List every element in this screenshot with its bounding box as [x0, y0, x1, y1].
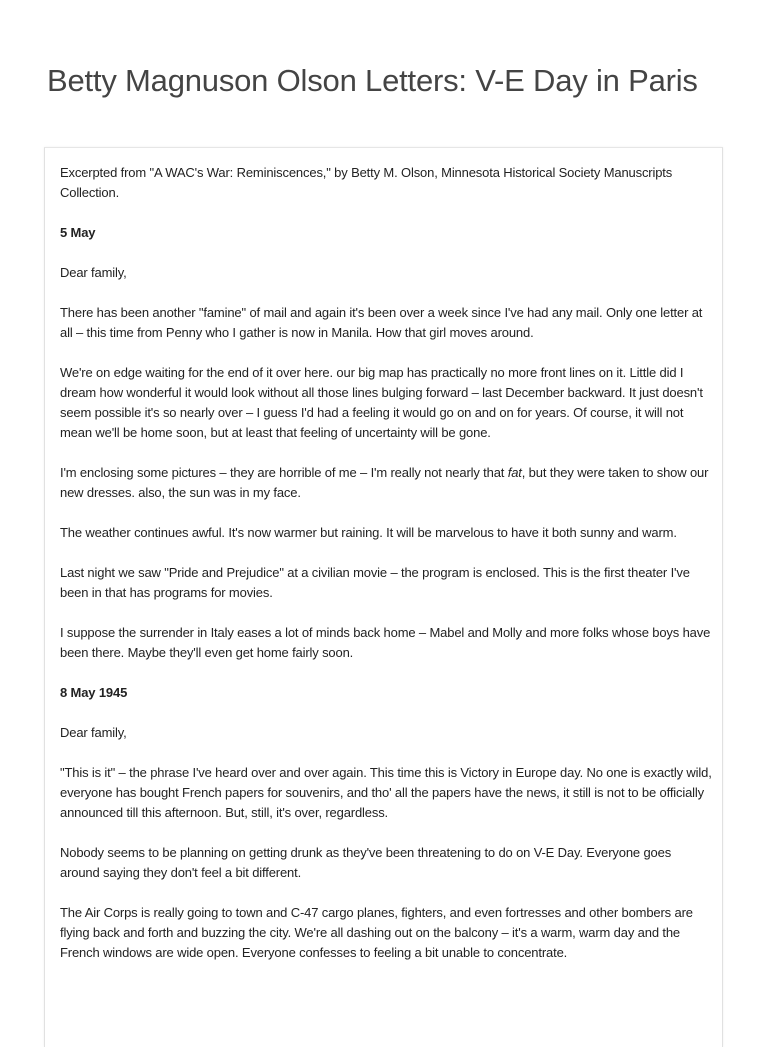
letter-paragraph: The Air Corps is really going to town and C-47 cargo planes, fighters, and even fortresses and other bombers are flying back and forth and buzzing the city. We're all dashing out on the balcony – it's a warm, warm day and the French windows are wide open. Everyone confesses to feeling a bit unable to concentrate. — [60, 905, 693, 960]
letter-salutation: Dear family, — [60, 725, 127, 740]
emphasized-word: fat — [507, 465, 522, 480]
letter-paragraph: I suppose the surrender in Italy eases a lot of minds back home – Mabel and Molly and more folks whose boys have been there. Maybe they'll even get home fairly soon. — [60, 625, 711, 660]
letter-paragraph: Last night we saw "Pride and Prejudice" at a civilian movie – the program is enclosed. This is the first theater I've been in that has programs for movies. — [60, 565, 690, 600]
paragraph-text: I'm enclosing some pictures – they are horrible of me – I'm really not nearly that — [60, 465, 508, 480]
page-title: Betty Magnuson Olson Letters: V-E Day in Paris — [47, 63, 698, 98]
letter-paragraph: Nobody seems to be planning on getting drunk as they've been threatening to do on V-E Day. Everyone goes around saying they don't feel a bit different. — [60, 845, 672, 880]
letter-paragraph: There has been another "famine" of mail and again it's been over a week since I've had any mail. Only one letter at all – this time from Penny who I gather is now in Manila. How that girl moves around. — [60, 305, 703, 340]
letter-date: 8 May 1945 — [60, 685, 128, 700]
letter-paragraph: We're on edge waiting for the end of it over here. our big map has practically no more front lines on it. Little did I dream how wonderful it would look without all those lines bulging forward – last December backward. It just doesn't seem possible it's so nearly over – I guess I'd had a feeling it would go on and on for years. Of course, it will not mean we'll be home soon, but at least that feeling of uncertainty will be gone. — [60, 365, 703, 440]
letter-paragraph: "This is it" – the phrase I've heard over and over again. This time this is Victory in Europe day. No one is exactly wild, everyone has bought French papers for souvenirs, and tho' all the papers have the news, it still is not to be officially announced till this afternoon. But, still, it's over, regardless. — [60, 765, 712, 820]
paragraph-text: , but they were taken to show our new dresses. also, the sun was in my face. — [60, 465, 709, 500]
source-note: Excerpted from "A WAC's War: Reminiscences," by Betty M. Olson, Minnesota Historical Society Manuscripts Collection. — [60, 165, 673, 200]
letter-paragraph — [60, 463, 712, 503]
document-content — [60, 163, 712, 983]
letter-salutation: Dear family, — [60, 265, 127, 280]
document-card — [44, 147, 723, 1047]
letter-date: 5 May — [60, 225, 96, 240]
letter-paragraph: The weather continues awful. It's now warmer but raining. It will be marvelous to have it both sunny and warm. — [60, 525, 677, 540]
